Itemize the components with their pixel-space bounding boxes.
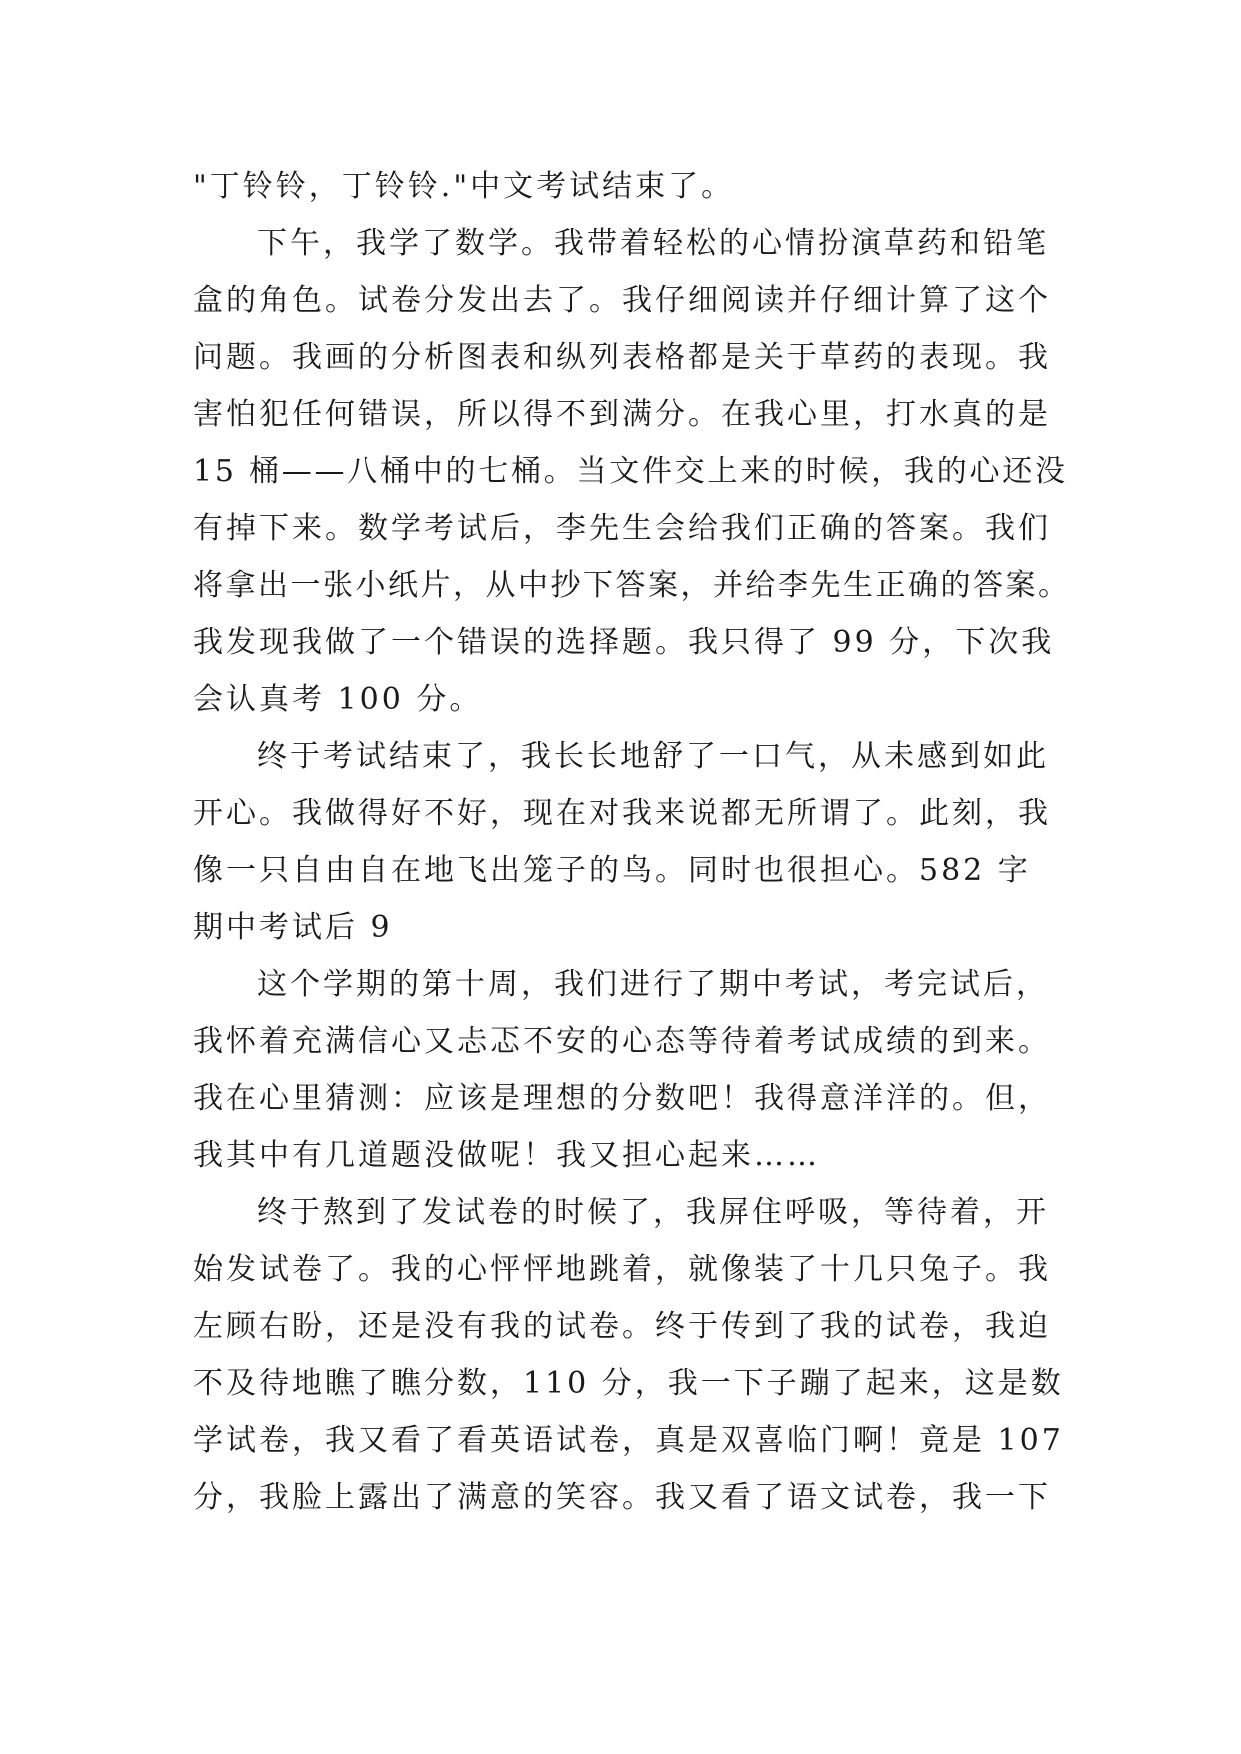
text-line: 盒的角色。试卷分发出去了。我仔细阅读并仔细计算了这个	[193, 283, 1051, 318]
text-line: 我发现我做了一个错误的选择题。我只得了 99 分，下次我	[193, 625, 1055, 660]
text-line: 有掉下来。数学考试后，李先生会给我们正确的答案。我们	[193, 511, 1051, 546]
text-line: 开心。我做得好不好，现在对我来说都无所谓了。此刻，我	[193, 796, 1051, 831]
text-line: 问题。我画的分析图表和纵列表格都是关于草药的表现。我	[193, 340, 1051, 375]
text-line: 我怀着充满信心又忐忑不安的心态等待着考试成绩的到来。	[193, 1024, 1051, 1059]
text-line: 将拿出一张小纸片，从中抄下答案，并给李先生正确的答案。	[193, 568, 1071, 603]
text-line: 会认真考 100 分。	[193, 682, 483, 717]
paragraph-first-line: 下午，我学了数学。我带着轻松的心情扮演草药和铅笔	[257, 226, 1049, 261]
text-line: 15 桶——八桶中的七桶。当文件交上来的时候，我的心还没	[193, 454, 1068, 489]
paragraph-first-line: 终于熬到了发试卷的时候了，我屏住呼吸，等待着，开	[257, 1195, 1049, 1230]
text-line: 学试卷，我又看了看英语试卷，真是双喜临门啊！竟是 107	[193, 1423, 1064, 1458]
text-line: "丁铃铃，丁铃铃."中文考试结束了。	[193, 169, 735, 204]
text-line: 不及待地瞧了瞧分数，110 分，我一下子蹦了起来，这是数	[193, 1366, 1064, 1401]
text-line: 分，我脸上露出了满意的笑容。我又看了语文试卷，我一下	[193, 1480, 1051, 1515]
document-body	[193, 158, 1073, 1526]
text-line: 始发试卷了。我的心怦怦地跳着，就像装了十几只兔子。我	[193, 1252, 1051, 1287]
text-line: 左顾右盼，还是没有我的试卷。终于传到了我的试卷，我迫	[193, 1309, 1051, 1344]
text-line: 害怕犯任何错误，所以得不到满分。在我心里，打水真的是	[193, 397, 1051, 432]
text-line: 像一只自由自在地飞出笼子的鸟。同时也很担心。582 字	[193, 853, 1031, 888]
text-line: 我其中有几道题没做呢！我又担心起来……	[193, 1138, 820, 1173]
section-heading: 期中考试后 9	[193, 910, 393, 945]
paragraph-first-line: 终于考试结束了，我长长地舒了一口气，从未感到如此	[257, 739, 1049, 774]
text-line: 我在心里猜测：应该是理想的分数吧！我得意洋洋的。但，	[193, 1081, 1051, 1116]
paragraph-first-line: 这个学期的第十周，我们进行了期中考试，考完试后，	[257, 967, 1049, 1002]
